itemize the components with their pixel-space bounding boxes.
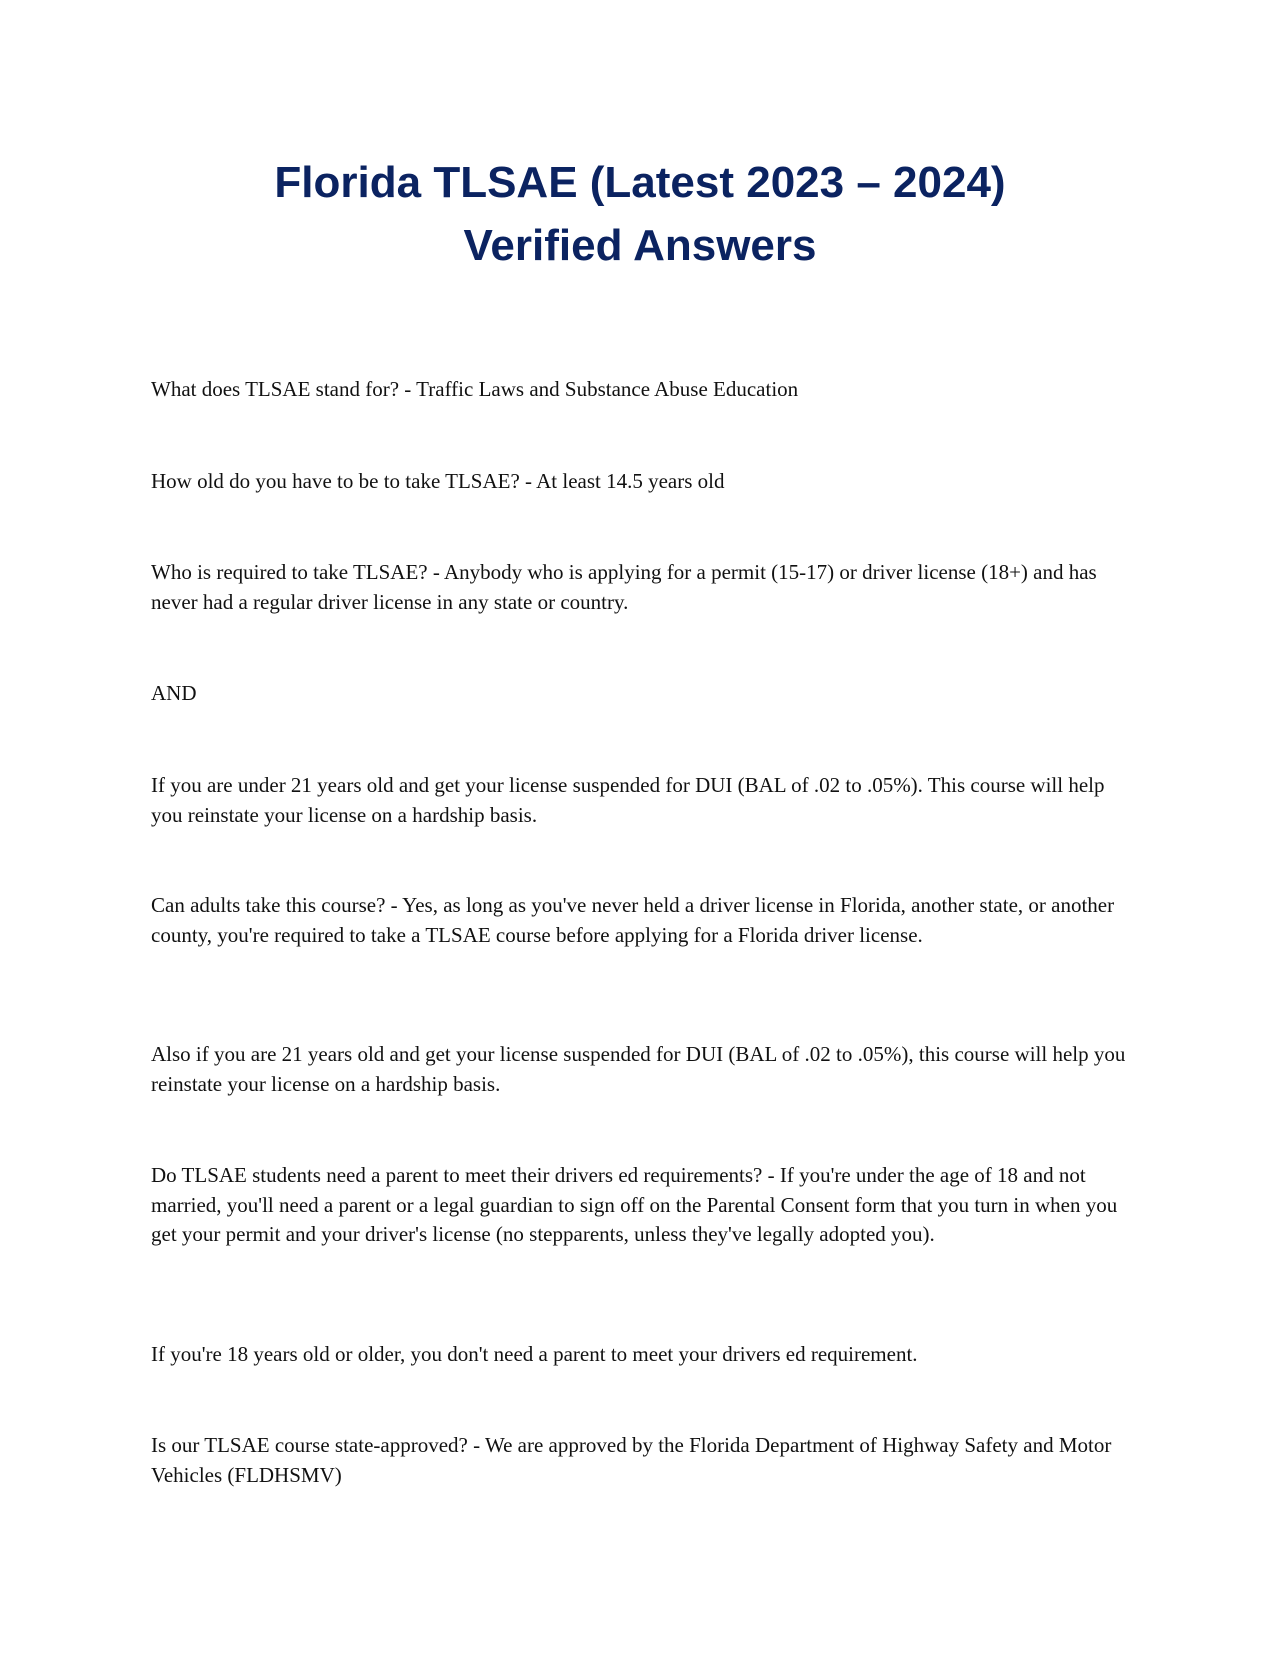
qa-paragraph: Also if you are 21 years old and get your license suspended for DUI (BAL of .02 to .05%), this course will help you reinstate your license on a hardship basis. — [151, 1042, 1126, 1096]
document-title-line-1: Florida TLSAE (Latest 2023 – 2024) — [274, 158, 1006, 207]
qa-paragraph: Is our TLSAE course state-approved? - We are approved by the Florida Department of Highway Safety and Motor Vehicles (FLDHSMV) — [151, 1433, 1112, 1487]
document-title-line-2: Verified Answers — [463, 221, 817, 270]
qa-paragraph: How old do you have to be to take TLSAE? - At least 14.5 years old — [151, 469, 725, 493]
qa-paragraph: If you're 18 years old or older, you don't need a parent to meet your drivers ed requirement. — [151, 1342, 918, 1366]
qa-paragraph: If you are under 21 years old and get your license suspended for DUI (BAL of .02 to .05%). This course will help you reinstate your license on a hardship basis. — [151, 773, 1105, 827]
qa-paragraph: AND — [151, 681, 197, 705]
qa-paragraph: What does TLSAE stand for? - Traffic Laws and Substance Abuse Education — [151, 377, 799, 401]
qa-paragraph: Can adults take this course? - Yes, as long as you've never held a driver license in Florida, another state, or another county, you're required to take a TLSAE course before applying for a Florida driver license. — [151, 893, 1115, 947]
qa-paragraph: Who is required to take TLSAE? - Anybody who is applying for a permit (15-17) or driver license (18+) and has never had a regular driver license in any state or country. — [151, 560, 1097, 614]
qa-paragraph: Do TLSAE students need a parent to meet their drivers ed requirements? - If you're under the age of 18 and not married, you'll need a parent or a legal guardian to sign off on the Parental Consent form that you turn in when you get your permit and your driver's license (no stepparents, unless they've legally adopted you). — [151, 1163, 1118, 1246]
